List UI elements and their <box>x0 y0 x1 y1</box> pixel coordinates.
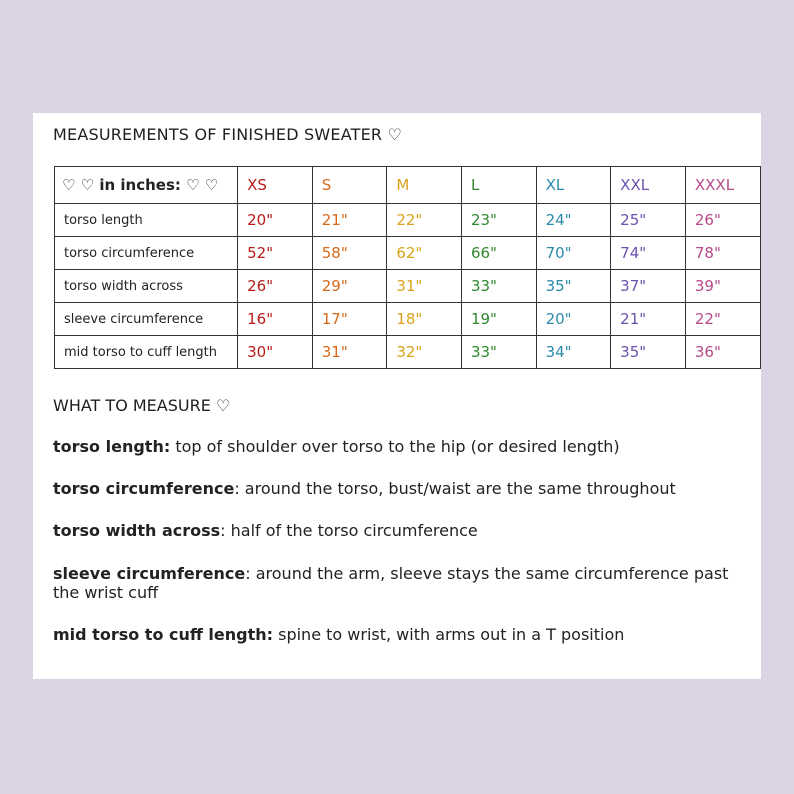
table-cell: 26" <box>238 270 313 303</box>
table-cell: 31" <box>312 336 387 369</box>
table-cell: 35" <box>536 270 611 303</box>
table-cell: 22" <box>685 303 760 336</box>
table-cell: 78" <box>685 237 760 270</box>
size-header-xs: XS <box>238 167 313 204</box>
table-row <box>55 336 761 369</box>
definition-text: : around the torso, bust/waist are the same throughout <box>234 479 676 498</box>
table-cell: 66" <box>461 237 536 270</box>
definition-text: : half of the torso circumference <box>220 521 478 540</box>
size-header-l: L <box>461 167 536 204</box>
table-cell: 24" <box>536 204 611 237</box>
table-cell: 21" <box>611 303 686 336</box>
table-cell: 18" <box>387 303 462 336</box>
size-header-xxl: XXL <box>611 167 686 204</box>
row-label: torso length <box>55 204 238 237</box>
definition-torso-length <box>53 437 743 456</box>
table-cell: 62" <box>387 237 462 270</box>
table-cell: 16" <box>238 303 313 336</box>
table-cell: 36" <box>685 336 760 369</box>
table-cell: 35" <box>611 336 686 369</box>
table-cell: 30" <box>238 336 313 369</box>
definition-mid-torso-to-cuff <box>53 625 743 644</box>
table-body <box>55 204 761 369</box>
table-row <box>55 204 761 237</box>
table-cell: 17" <box>312 303 387 336</box>
definition-term: torso circumference <box>53 479 235 498</box>
table-cell: 74" <box>611 237 686 270</box>
table-cell: 21" <box>312 204 387 237</box>
size-header-xxxl: XXXL <box>685 167 760 204</box>
chart-title: MEASUREMENTS OF FINISHED SWEATER ♡ <box>53 125 403 144</box>
table-cell: 39" <box>685 270 760 303</box>
definition-text: : around the arm, sleeve stays the same circumference past the wrist cuff <box>53 564 729 602</box>
size-header-xl: XL <box>536 167 611 204</box>
table-cell: 25" <box>611 204 686 237</box>
definition-torso-width-across <box>53 521 743 540</box>
definition-sleeve-circumference <box>53 564 743 602</box>
table-cell: 29" <box>312 270 387 303</box>
definition-text: spine to wrist, with arms out in a T position <box>273 625 625 644</box>
what-to-measure-heading: WHAT TO MEASURE ♡ <box>53 396 231 415</box>
size-header-s: S <box>312 167 387 204</box>
table-cell: 33" <box>461 336 536 369</box>
units-header: ♡ ♡ in inches: ♡ ♡ <box>55 167 238 204</box>
table-header-row <box>55 167 761 204</box>
definition-term: torso length: <box>53 437 171 456</box>
row-label: torso width across <box>55 270 238 303</box>
table-cell: 34" <box>536 336 611 369</box>
table-cell: 31" <box>387 270 462 303</box>
table-cell: 26" <box>685 204 760 237</box>
row-label: mid torso to cuff length <box>55 336 238 369</box>
row-label: sleeve circumference <box>55 303 238 336</box>
size-chart-card <box>33 113 761 679</box>
definition-text: top of shoulder over torso to the hip (or desired length) <box>170 437 620 456</box>
table-row <box>55 237 761 270</box>
table-cell: 58" <box>312 237 387 270</box>
definition-torso-circumference <box>53 479 743 498</box>
table-row <box>55 270 761 303</box>
table-cell: 70" <box>536 237 611 270</box>
table-cell: 32" <box>387 336 462 369</box>
table-cell: 37" <box>611 270 686 303</box>
table-cell: 20" <box>536 303 611 336</box>
row-label: torso circumference <box>55 237 238 270</box>
definition-term: mid torso to cuff length: <box>53 625 274 644</box>
table-cell: 52" <box>238 237 313 270</box>
table-cell: 33" <box>461 270 536 303</box>
definition-term: torso width across <box>53 521 221 540</box>
table-cell: 19" <box>461 303 536 336</box>
table-cell: 23" <box>461 204 536 237</box>
table-cell: 22" <box>387 204 462 237</box>
measurements-table <box>54 166 761 369</box>
definition-term: sleeve circumference <box>53 564 246 583</box>
size-header-m: M <box>387 167 462 204</box>
table-row <box>55 303 761 336</box>
table-cell: 20" <box>238 204 313 237</box>
